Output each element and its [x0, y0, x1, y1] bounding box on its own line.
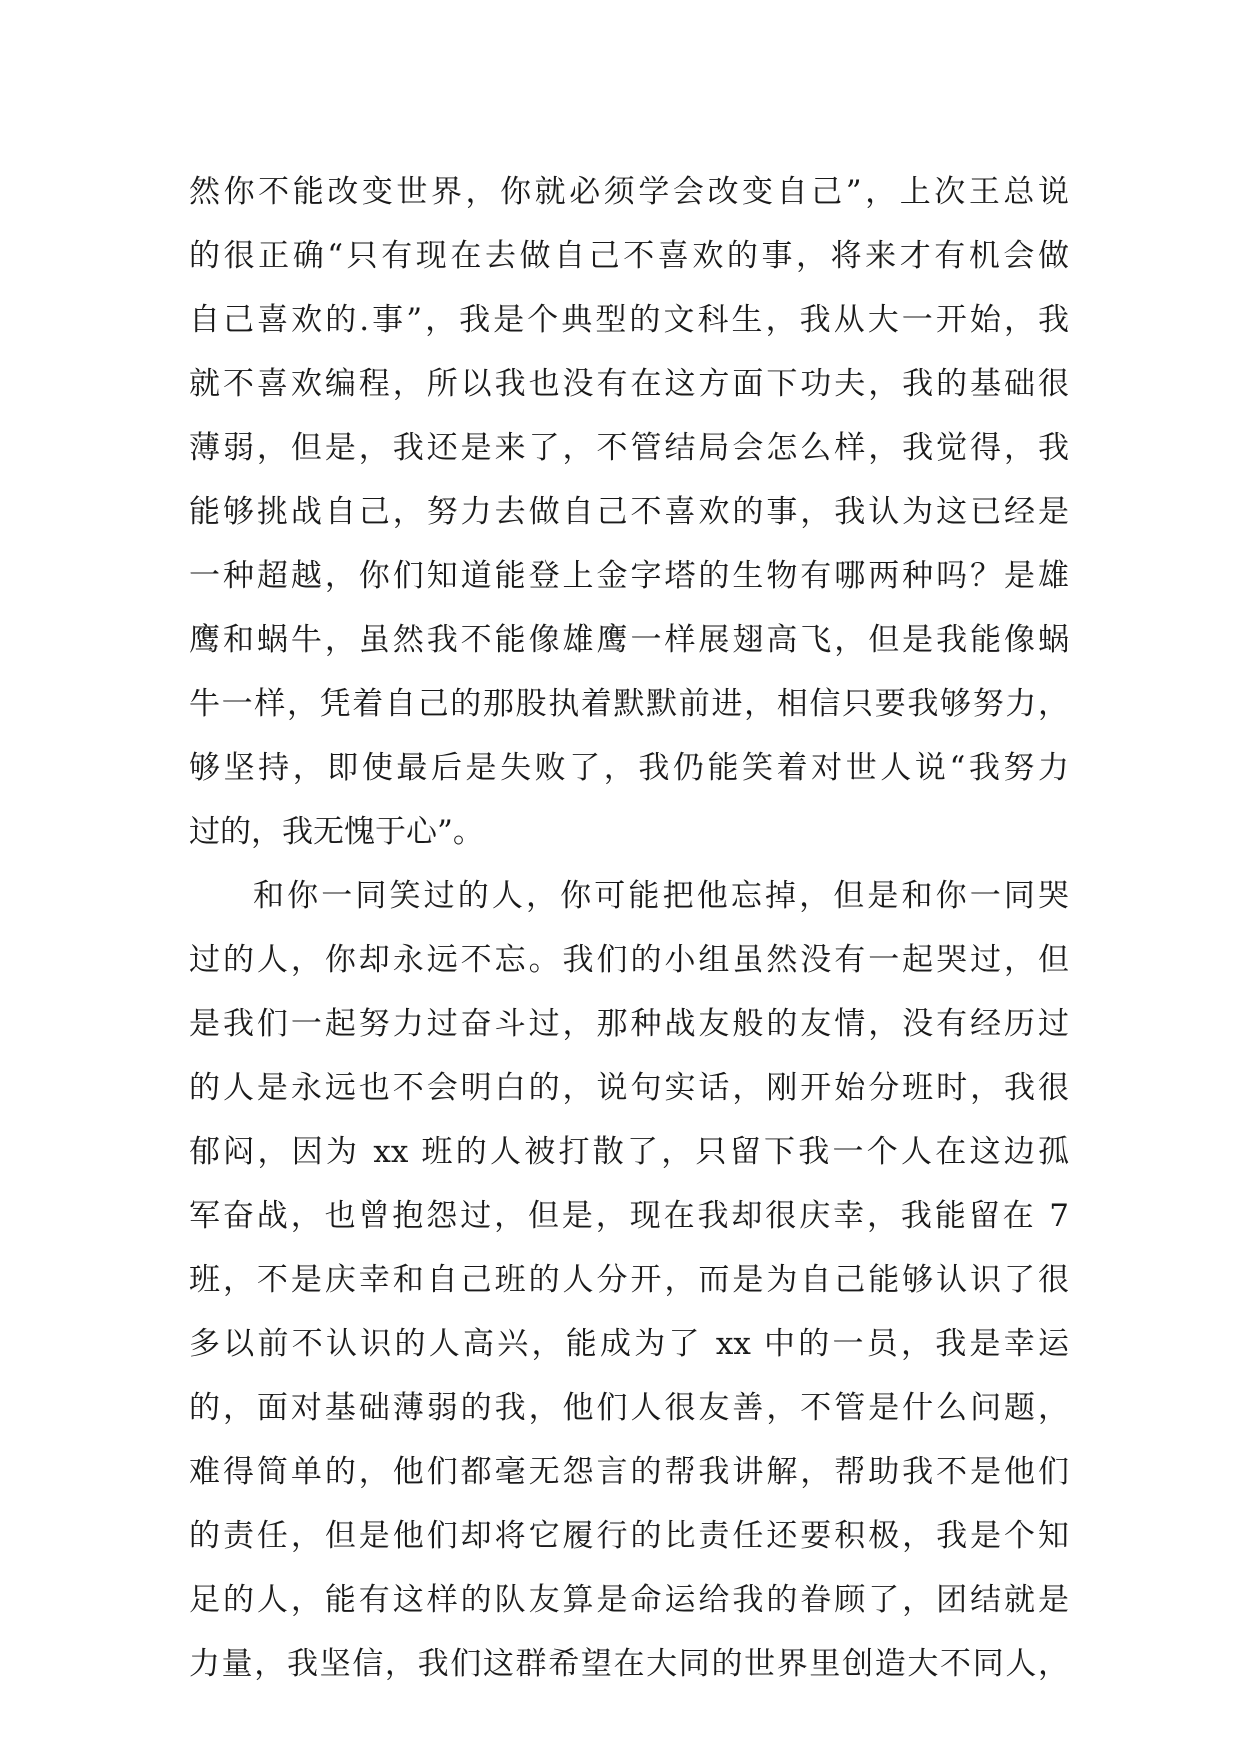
text-line: 班，不是庆幸和自己班的人分开，而是为自己能够认识了很	[189, 1262, 1069, 1298]
text-line: 难得简单的，他们都毫无怨言的帮我讲解，帮助我不是他们	[189, 1454, 1069, 1490]
text-line: 牛一样，凭着自己的那股执着默默前进，相信只要我够努力，	[189, 686, 1069, 722]
text-line: 足的人，能有这样的队友算是命运给我的眷顾了，团结就是	[189, 1582, 1069, 1618]
text-line: 然你不能改变世界，你就必须学会改变自己”，上次王总说	[189, 174, 1069, 210]
text-line: 力量，我坚信，我们这群希望在大同的世界里创造大不同人，	[189, 1646, 1069, 1682]
text-line: 一种超越，你们知道能登上金字塔的生物有哪两种吗？是雄	[189, 558, 1069, 594]
text-line: 是我们一起努力过奋斗过，那种战友般的友情，没有经历过	[189, 1006, 1069, 1042]
text-line: 郁闷，因为 xx 班的人被打散了，只留下我一个人在这边孤	[189, 1134, 1069, 1170]
paragraph-1	[189, 160, 1069, 864]
text-line: 就不喜欢编程，所以我也没有在这方面下功夫，我的基础很	[189, 366, 1069, 402]
text-line: 的，面对基础薄弱的我，他们人很友善，不管是什么问题，	[189, 1390, 1069, 1426]
text-line: 的责任，但是他们却将它履行的比责任还要积极，我是个知	[189, 1518, 1069, 1554]
document-body	[189, 160, 1069, 1696]
text-line: 过的，我无愧于心”。	[189, 814, 484, 850]
text-line: 军奋战，也曾抱怨过，但是，现在我却很庆幸，我能留在 7	[189, 1198, 1069, 1234]
text-line: 自己喜欢的.事”，我是个典型的文科生，我从大一开始，我	[189, 302, 1069, 338]
text-line: 多以前不认识的人高兴，能成为了 xx 中的一员，我是幸运	[189, 1326, 1069, 1362]
paragraph-2	[189, 864, 1069, 1696]
text-line: 薄弱，但是，我还是来了，不管结局会怎么样，我觉得，我	[189, 430, 1069, 466]
text-line: 的人是永远也不会明白的，说句实话，刚开始分班时，我很	[189, 1070, 1069, 1106]
text-line: 和你一同笑过的人，你可能把他忘掉，但是和你一同哭	[253, 878, 1069, 914]
text-line: 能够挑战自己，努力去做自己不喜欢的事，我认为这已经是	[189, 494, 1069, 530]
text-line: 鹰和蜗牛，虽然我不能像雄鹰一样展翅高飞，但是我能像蜗	[189, 622, 1069, 658]
text-line: 够坚持，即使最后是失败了，我仍能笑着对世人说“我努力	[189, 750, 1069, 786]
text-line: 的很正确“只有现在去做自己不喜欢的事，将来才有机会做	[189, 238, 1069, 274]
text-line: 过的人，你却永远不忘。我们的小组虽然没有一起哭过，但	[189, 942, 1069, 978]
